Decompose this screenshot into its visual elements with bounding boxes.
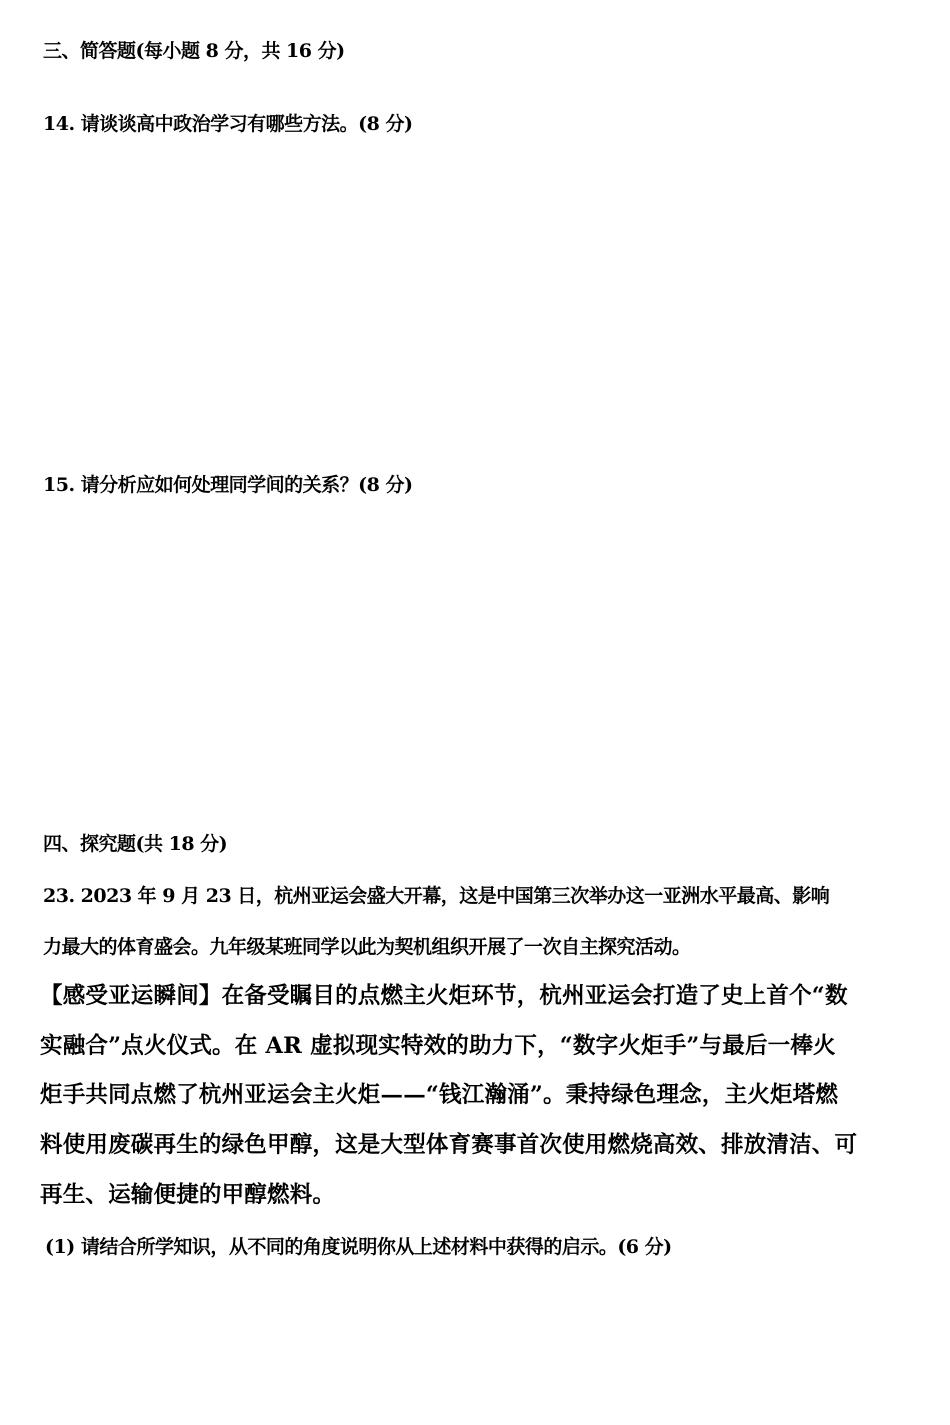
- material-line: 炬手共同点燃了杭州亚运会主火炬——“钱江瀚涌”。秉持绿色理念，主火炬塔燃: [40, 1082, 839, 1108]
- question-23-intro-line-2: 力最大的体育盛会。九年级某班同学以此为契机组织开展了一次自主探究活动。: [43, 936, 691, 958]
- material-line: 料使用废碳再生的绿色甲醇，这是大型体育赛事首次使用燃烧高效、排放清洁、可: [40, 1132, 858, 1158]
- question-23-intro-line-1: 23. 2023 年 9 月 23 日，杭州亚运会盛大开幕，这是中国第三次举办这一亚洲水平最高、影响: [43, 885, 830, 907]
- question-23-sub-1: (1) 请结合所学知识，从不同的角度说明你从上述材料中获得的启示。(6 分): [45, 1236, 672, 1258]
- question-14: 14. 请谈谈高中政治学习有哪些方法。(8 分): [43, 113, 413, 135]
- answer-space-14: [43, 140, 903, 460]
- material-line: 实融合”点火仪式。在 AR 虚拟现实特效的助力下，“数字火炬手”与最后一棒火: [40, 1033, 836, 1059]
- material-line: 【感受亚运瞬间】在备受瞩目的点燃主火炬环节，杭州亚运会打造了史上首个“数: [40, 983, 848, 1009]
- answer-space-23-1: [43, 1265, 903, 1415]
- answer-space-15: [43, 502, 903, 820]
- section-3-heading: 三、简答题(每小题 8 分，共 16 分): [43, 40, 345, 62]
- section-4-heading: 四、探究题(共 18 分): [43, 833, 228, 855]
- material-line: 再生、运输便捷的甲醇燃料。: [40, 1182, 336, 1208]
- question-15: 15. 请分析应如何处理同学间的关系？(8 分): [43, 474, 413, 496]
